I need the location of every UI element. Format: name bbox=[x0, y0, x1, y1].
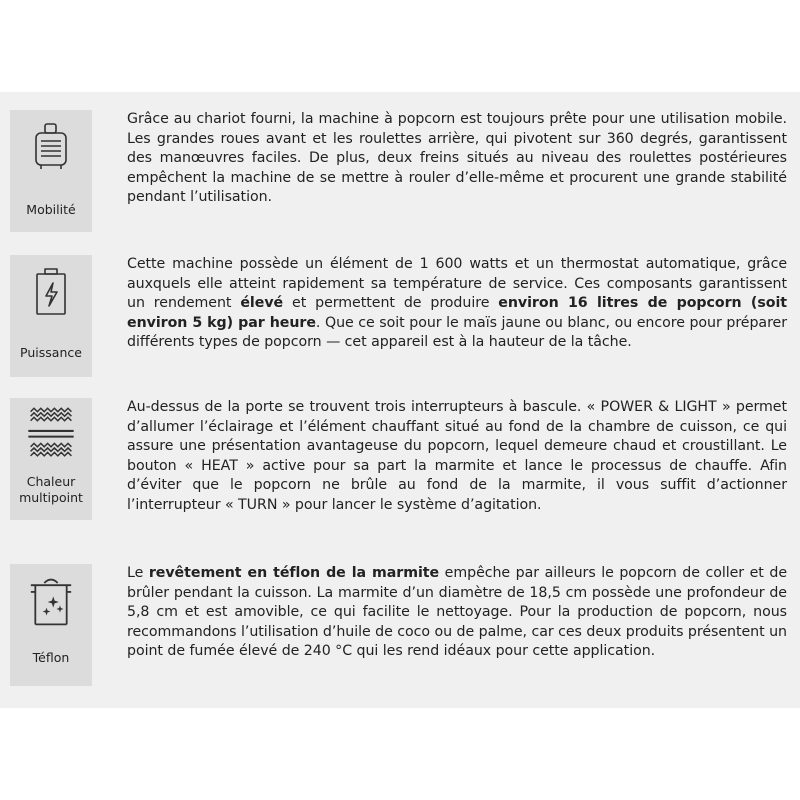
feature-description bbox=[127, 110, 787, 208]
feature-label: Mobilité bbox=[26, 202, 76, 217]
feature-label: Téflon bbox=[32, 650, 70, 665]
bold-text: environ 16 litres de popcorn (soit environ 5 kg) par heure bbox=[127, 295, 787, 331]
sparkling-pot-icon bbox=[28, 574, 74, 630]
feature-description bbox=[127, 255, 787, 353]
text-segment: Le bbox=[127, 565, 149, 581]
text-segment: . Que ce soit pour le maïs jaune ou blanc, ou encore pour préparer différents types de popcorn — cet appareil est à la hauteur de la tâche. bbox=[127, 314, 788, 350]
feature-tile bbox=[10, 110, 92, 232]
feature-label: Puissance bbox=[20, 345, 82, 360]
text-segment: Cette machine possède un élément de 1 600 watts et un thermostat automatique, grâce auxquels elle atteint rapidement sa température de service. Ces composants garantissent un rendement bbox=[127, 256, 787, 311]
feature-tile bbox=[10, 255, 92, 377]
bold-text: élevé bbox=[240, 295, 284, 311]
features-panel bbox=[0, 92, 800, 708]
text-segment: et permettent de produire bbox=[283, 295, 499, 311]
heat-waves-icon bbox=[28, 406, 74, 474]
text-segment: Au-dessus de la porte se trouvent trois interrupteurs à bascule. « POWER & LIGHT » permet d’allumer l’éclairage et l’élément chauffant situé au fond de la chambre de cuisson, ce qui assure une présentation avantageuse du popcorn, lequel demeure chaud et croustillant. Le bouton « HEAT » active pour sa part la marmite et lance le processus de chauffe. Afin d’éviter que le popcorn ne brûle au fond de la marmite, il vous suffit d’actionner l’interrupteur « TURN » pour lancer le système d’agitation. bbox=[127, 399, 787, 513]
feature-tile bbox=[10, 564, 92, 686]
feature-label: Chaleur multipoint bbox=[19, 474, 83, 505]
feature-description bbox=[127, 564, 787, 662]
text-segment: Grâce au chariot fourni, la machine à popcorn est toujours prête pour une utilisation mobile. Les grandes roues avant et les roulettes arrière, qui pivotent sur 360 degrés, garantissent des manœuvres faciles. De plus, deux freins situés au niveau des roulettes postérieures empêchent la machine de se mettre à rouler d’elle-même et procurent une grande stabilité pendant l’utilisation. bbox=[127, 111, 787, 205]
text-segment: empêche par ailleurs le popcorn de coller et de brûler pendant la cuisson. La marmite d’un diamètre de 18,5 cm possède une profondeur de 5,8 cm et est amovible, ce qui facilite le nettoyage. Pour la production de popcorn, nous recommandons l’utilisation d’huile de coco ou de palme, car ces deux produits présentent un point de fumée élevé de 240 °C qui les rend idéaux pour cette application. bbox=[127, 565, 788, 659]
feature-tile bbox=[10, 398, 92, 520]
feature-description bbox=[127, 398, 787, 515]
battery-bolt-icon bbox=[31, 267, 71, 317]
suitcase-icon bbox=[31, 122, 71, 172]
bold-text: revêtement en téflon de la marmite bbox=[148, 565, 440, 581]
